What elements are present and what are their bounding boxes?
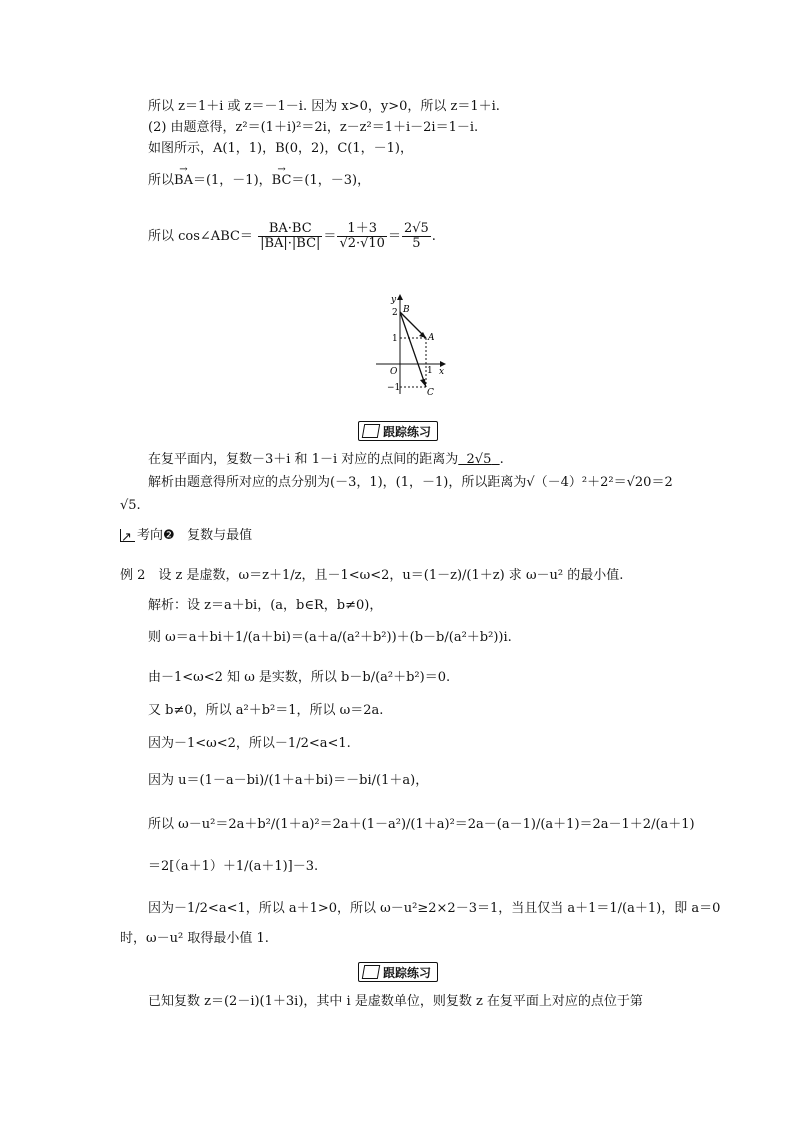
- example-step-3: 由－1<ω<2 知 ω 是实数，所以 b－b/(a²＋b²)＝0.: [148, 670, 451, 685]
- trend-icon: ↗: [120, 529, 135, 542]
- vector-bc-line: [400, 312, 426, 387]
- denominator: √2·√10: [339, 236, 385, 251]
- solution-line-4: [148, 172, 370, 190]
- section-heading: [120, 527, 252, 545]
- badge-label: 跟踪练习: [383, 424, 432, 439]
- question-text: 在复平面内，复数－3＋i 和 1－i 对应的点间的距离为: [148, 452, 459, 467]
- numerator: 1＋3: [337, 222, 387, 237]
- practice-answer-line-1: 解析由题意得所对应的点分别为(－3，1)，(1，－1)，所以距离为√（－4）²＋2²＝√20＝2: [148, 475, 673, 490]
- vector-bc-head: [420, 379, 426, 387]
- example-step-2: 则 ω＝a＋bi＋1/(a＋bi)＝(a＋a/(a²＋b²))＋(b－b/(a²＋b²))i.: [148, 630, 512, 645]
- practice-badge: [358, 421, 438, 441]
- example-step-4: 又 b≠0，所以 a²＋b²＝1，所以 ω＝2a.: [148, 703, 384, 718]
- example-step-10: 时，ω－u² 取得最小值 1.: [120, 931, 269, 946]
- text: 所以: [148, 173, 175, 188]
- book-icon: [362, 424, 380, 438]
- y-label: y: [391, 295, 397, 305]
- example-step-8: ＝2[（a＋1）＋1/(a＋1)]－3.: [148, 859, 319, 874]
- origin-label: O: [390, 367, 398, 377]
- text: 所以 cos∠ABC＝: [148, 229, 253, 244]
- text: .: [431, 229, 436, 244]
- practice-badge: [358, 962, 438, 982]
- answer-value: 2√5: [466, 452, 492, 467]
- vector-bc: → BC: [272, 172, 292, 190]
- example-step-7: 所以 ω－u²＝2a＋b²/(1＋a)²＝2a＋(1－a²)/(1＋a)²＝2a－(a－1)/(a＋1)＝2a－1＋2/(a＋1): [148, 817, 695, 832]
- solution-line-3: 如图所示，A(1，1)，B(0，2)，C(1，－1)，: [148, 141, 413, 156]
- tick-2: 2: [392, 308, 398, 318]
- answer-blank: [458, 452, 499, 467]
- practice-2-question: 已知复数 z＝(2－i)(1＋3i)，其中 i 是虚数单位，则复数 z 在复平面上对应的点位于第: [148, 994, 643, 1009]
- coordinate-figure: [368, 292, 458, 402]
- tick-x1: 1: [427, 366, 433, 376]
- solution-line-2: (2) 由题意得，z²＝(1＋i)²＝2i，z－z²＝1＋i－2i＝1－i.: [148, 120, 479, 135]
- tick-neg1: −1: [387, 383, 401, 393]
- text: ＝(1，－1)，: [192, 173, 272, 188]
- practice-question: [148, 451, 504, 469]
- tick-1: 1: [392, 334, 398, 344]
- text: ＝: [323, 229, 337, 244]
- badge-label: 跟踪练习: [383, 965, 432, 980]
- section-title: 复数与最值: [187, 528, 253, 543]
- fraction: [337, 222, 387, 251]
- example-step-1: 解析：设 z＝a＋bi，(a，b∈R，b≠0)，: [148, 598, 383, 613]
- fraction: [402, 222, 431, 251]
- text: .: [499, 452, 504, 467]
- y-axis-arrow: [397, 294, 403, 300]
- text: ＝(1，－3)，: [291, 173, 371, 188]
- book-icon: [362, 965, 380, 979]
- denominator: 5: [412, 236, 421, 251]
- section-number: 考向❷: [137, 528, 175, 543]
- numerator: BA·BC: [258, 222, 322, 237]
- example-step-9: 因为－1/2<a<1，所以 a＋1>0，所以 ω－u²≥2×2－3＝1，当且仅当 a＋1＝1/(a＋1)，即 a＝0: [148, 901, 721, 916]
- practice-answer-line-2: √5.: [120, 498, 141, 513]
- example-step-5: 因为－1<ω<2，所以－1/2<a<1.: [148, 736, 351, 751]
- example-step-6: 因为 u＝(1－a－bi)/(1＋a＋bi)＝－bi/(1＋a)，: [148, 773, 429, 788]
- example-question: 例 2 设 z 是虚数，ω＝z＋1/z，且－1<ω<2，u＝(1－z)/(1＋z) 求 ω－u² 的最小值.: [120, 568, 624, 583]
- x-label: x: [439, 367, 445, 377]
- point-b-label: B: [403, 305, 410, 315]
- point-c-label: C: [427, 388, 434, 398]
- solution-line-5: [148, 222, 436, 251]
- vector-ba: → BA: [174, 172, 193, 190]
- denominator: |BA|·|BC|: [260, 236, 321, 251]
- cos-fraction: [258, 222, 322, 251]
- solution-line-1: 所以 z＝1＋i 或 z＝－1－i. 因为 x>0，y>0，所以 z＝1＋i.: [148, 99, 500, 114]
- numerator: 2√5: [403, 221, 429, 236]
- text: ＝: [387, 229, 401, 244]
- point-a-label: A: [428, 333, 435, 343]
